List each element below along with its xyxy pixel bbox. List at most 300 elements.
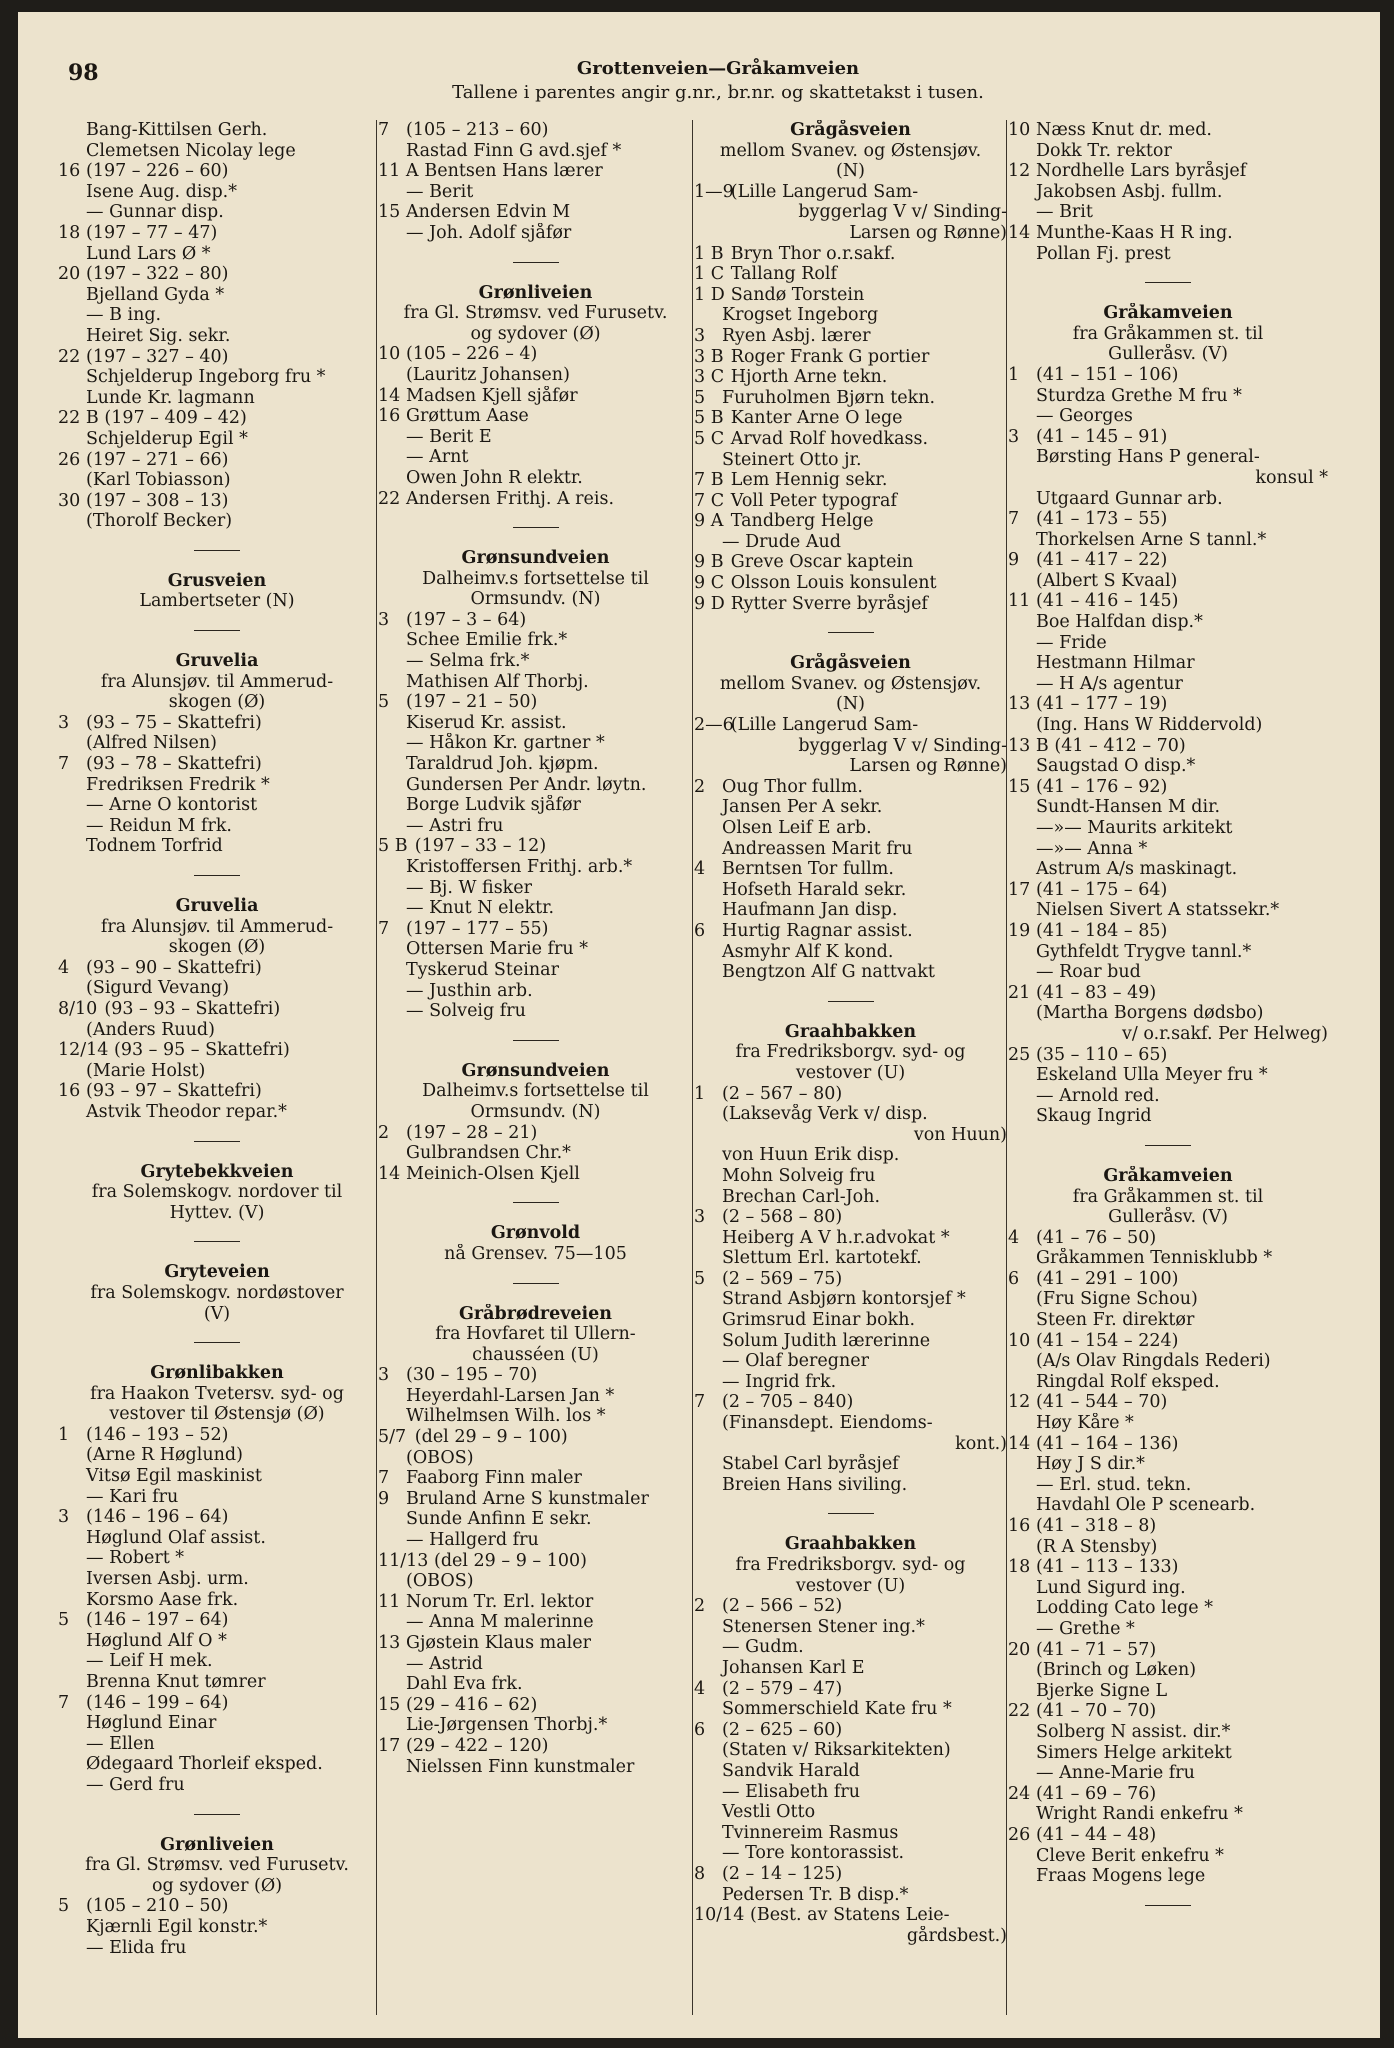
- resident-entry: Grimsrud Einar bokh.: [722, 1310, 916, 1331]
- house-number: 22: [378, 488, 401, 509]
- entry-text: (93 – 97 – Skattefri): [86, 1081, 262, 1102]
- house-number: 3: [378, 1365, 390, 1386]
- entry-text: (2 – 566 – 52): [722, 1596, 843, 1617]
- resident-entry: (Martha Borgens dødsbo): [1036, 1003, 1264, 1024]
- resident-entry: — Håkon Kr. gartner *: [406, 733, 605, 754]
- house-number: 11: [1008, 591, 1031, 612]
- address-entry: [378, 610, 693, 631]
- resident-entry: Clemetsen Nicolay lege: [86, 140, 296, 161]
- house-number: 13 B: [1008, 735, 1049, 756]
- entry-continuation: Larsen og Rønne): [849, 756, 1007, 777]
- house-number: 13: [1008, 694, 1031, 715]
- resident-entry: Stenersen Stener ing.*: [722, 1616, 925, 1637]
- entry-text: (105 – 210 – 50): [86, 1896, 229, 1917]
- resident-entry: Todnem Torfrid: [86, 836, 223, 857]
- resident-entry: Lund Lars Ø *: [86, 243, 211, 264]
- entry-text: (29 – 422 – 120): [406, 1735, 549, 1756]
- address-entry: [694, 1269, 1007, 1290]
- resident-entry: Astvik Theodor repar.*: [86, 1101, 287, 1122]
- street-description: og sydover (Ø): [151, 1875, 283, 1896]
- house-number: 26: [1008, 1824, 1031, 1845]
- entry-text: (197 – 21 – 50): [406, 692, 538, 713]
- resident-entry: Ringdal Rolf eksped.: [1036, 1371, 1220, 1392]
- resident-entry: Høglund Olaf assist.: [86, 1527, 266, 1548]
- address-entry: [694, 470, 1007, 491]
- resident-entry: — Olaf beregner: [722, 1351, 869, 1372]
- entry-text: (146 – 196 – 64): [86, 1507, 229, 1528]
- resident-entry: — Robert *: [86, 1548, 185, 1569]
- address-entry: [694, 1720, 1007, 1741]
- street-name: Grågåsveien: [790, 120, 911, 140]
- entry-text: (2 – 579 – 47): [722, 1678, 843, 1699]
- resident-entry: — Elisabeth fru: [722, 1781, 860, 1802]
- house-number: 14: [1008, 222, 1031, 243]
- address-entry: [378, 1468, 693, 1489]
- house-number: 5: [378, 692, 390, 713]
- street-description: mellom Svanev. og Østensjøv.: [719, 673, 982, 694]
- street-description: nå Grensev. 75—105: [444, 1243, 627, 1264]
- resident-entry: Kjærnli Egil konstr.*: [86, 1916, 268, 1937]
- resident-entry: — Drude Aud: [722, 531, 841, 552]
- resident-entry: Kiserud Kr. assist.: [406, 712, 567, 733]
- house-number: 16: [1008, 1516, 1031, 1536]
- house-number: 2: [378, 1122, 390, 1143]
- house-number: 3: [58, 712, 70, 733]
- street-name: Grønsundveien: [461, 548, 610, 569]
- address-entry: [1008, 1825, 1328, 1846]
- entry-text: (105 – 213 – 60): [406, 120, 549, 140]
- resident-entry: Slettum Erl. kartotekf.: [722, 1248, 922, 1269]
- resident-entry: Skaug Ingrid: [1036, 1106, 1152, 1127]
- resident-entry: Thorkelsen Arne S tannl.*: [1036, 529, 1267, 550]
- address-entry: [58, 264, 376, 285]
- address-entry: [58, 1081, 376, 1102]
- street-name: Gråkamveien: [1103, 303, 1233, 324]
- resident-entry: Solberg N assist. dir.*: [1036, 1721, 1231, 1742]
- street-description: mellom Svanev. og Østensjøv.: [719, 140, 982, 161]
- house-number: 15: [378, 202, 401, 223]
- house-number: 3: [694, 1207, 706, 1228]
- address-entry: [378, 202, 693, 223]
- house-number: 18: [1008, 1557, 1031, 1578]
- house-number: 6: [1008, 1268, 1020, 1289]
- resident-entry: Mohn Solveig fru: [722, 1165, 876, 1186]
- entry-continuation: Larsen og Rønne): [849, 222, 1007, 243]
- address-entry: [378, 120, 693, 141]
- address-entry: [1008, 921, 1328, 942]
- entry-text: Hjorth Arne tekn.: [730, 367, 888, 388]
- address-entry: [694, 244, 1007, 265]
- resident-entry: (Thorolf Becker): [86, 511, 233, 532]
- street-description: fra Haakon Tvetersv. syd- og: [90, 1383, 344, 1404]
- resident-entry: Cleve Berit enkefru *: [1036, 1845, 1224, 1866]
- street-description: fra Alunsjøv. til Ammerud-: [100, 671, 334, 692]
- house-number: 1—9: [694, 181, 734, 202]
- entry-text: Meinich-Olsen Kjell: [406, 1163, 580, 1184]
- house-number: 9: [1008, 550, 1020, 571]
- resident-entry: Krogset Ingeborg: [722, 305, 879, 326]
- resident-entry: Havdahl Ole P scenearb.: [1036, 1495, 1256, 1516]
- entry-text: (41 – 416 – 145): [1036, 591, 1179, 612]
- entry-continuation: gårdsbest.): [906, 1925, 1007, 1946]
- resident-entry: Saugstad O disp.*: [1036, 756, 1196, 777]
- resident-entry: Sunde Anfinn E sekr.: [406, 1509, 592, 1530]
- house-number: 21: [1008, 982, 1031, 1003]
- section-divider: [828, 632, 874, 633]
- resident-entry: (Lauritz Johansen): [406, 364, 570, 385]
- house-number: 12/14: [58, 1040, 109, 1061]
- street-description: vestover til Østensjø (Ø): [109, 1404, 325, 1425]
- address-entry: [58, 1896, 376, 1917]
- entry-text: (41 – 318 – 8): [1036, 1516, 1157, 1536]
- street-name: Gruvelia: [175, 651, 259, 672]
- address-entry: [1008, 1269, 1328, 1290]
- resident-entry: Stabel Carl byråsjef: [722, 1454, 899, 1475]
- street-name: Grusveien: [167, 570, 267, 591]
- house-number: 10: [1008, 1330, 1031, 1351]
- address-entry: [378, 406, 693, 427]
- address-entry: [1008, 1045, 1328, 1066]
- resident-entry: Bjerke Signe L: [1036, 1680, 1168, 1701]
- house-number: 24: [1008, 1783, 1031, 1804]
- address-entry: [378, 344, 693, 365]
- house-number: 5: [58, 1610, 70, 1631]
- address-entry: [1008, 1557, 1328, 1578]
- street-name: Grønvold: [490, 1223, 581, 1244]
- entry-text: Bentsen Hans lærer: [424, 161, 603, 182]
- address-entry: [1008, 591, 1328, 612]
- resident-entry: (Brinch og Løken): [1036, 1660, 1197, 1681]
- section-divider: [194, 1814, 240, 1815]
- street-description: fra Fredriksborgv. syd- og: [735, 1555, 966, 1575]
- house-number: 7: [378, 918, 390, 939]
- address-entry: [694, 1392, 1007, 1413]
- entry-text: (105 – 226 – 4): [406, 344, 538, 365]
- street-description: skogen (Ø): [168, 937, 266, 958]
- address-entry: [1008, 1640, 1328, 1661]
- house-number: 5 C: [694, 428, 725, 449]
- address-entry: [694, 511, 1007, 532]
- resident-entry: (A/s Olav Ringdals Rederi): [1036, 1351, 1271, 1372]
- entry-continuation: kont.): [955, 1433, 1007, 1454]
- resident-entry: (Karl Tobiasson): [86, 470, 231, 491]
- entry-text: (Best. av Statens Leie-: [750, 1905, 950, 1926]
- entry-text: (93 – 75 – Skattefri): [86, 712, 262, 733]
- resident-entry: —»— Anna *: [1036, 838, 1148, 859]
- address-entry: [58, 223, 376, 244]
- resident-entry: — Selma frk.*: [406, 651, 530, 672]
- address-entry: [378, 1736, 693, 1757]
- resident-entry: — Berit: [406, 181, 474, 202]
- street-name: Grågåsveien: [790, 653, 911, 674]
- resident-entry: Utgaard Gunnar arb.: [1036, 488, 1223, 509]
- house-number: 16: [378, 406, 401, 427]
- street-name: Grønsundveien: [461, 1060, 610, 1081]
- resident-entry: — Gudm.: [722, 1637, 804, 1658]
- resident-entry: Dokk Tr. rektor: [1036, 140, 1172, 161]
- house-number: 1 B: [694, 243, 724, 264]
- resident-entry: Schjelderup Ingeborg fru *: [86, 367, 326, 388]
- house-number: 18: [58, 222, 81, 243]
- resident-entry: — Justhin arb.: [406, 980, 533, 1001]
- resident-entry: Simers Helge arkitekt: [1036, 1742, 1232, 1763]
- resident-entry: Heiret Sig. sekr.: [86, 325, 231, 346]
- house-number: 11 A: [378, 161, 419, 182]
- entry-text: (41 – 154 – 224): [1036, 1330, 1179, 1351]
- resident-entry: Sturdza Grethe M fru *: [1036, 385, 1242, 406]
- house-number: 1: [694, 1083, 706, 1104]
- street-description: fra Solemskogv. nordover til: [91, 1182, 343, 1203]
- entry-text: (197 – 77 – 47): [86, 222, 218, 243]
- address-entry: [1008, 1434, 1328, 1455]
- resident-entry: (Albert S Kvaal): [1036, 570, 1178, 591]
- address-entry: [58, 161, 376, 182]
- address-entry: [694, 408, 1007, 429]
- address-entry: [58, 1507, 376, 1528]
- house-number: 22 B: [58, 408, 99, 429]
- section-divider: [194, 1241, 240, 1242]
- entry-continuation: byggerlag V v/ Sinding-: [798, 735, 1007, 756]
- house-number: 3: [694, 325, 706, 346]
- house-number: 6: [694, 1719, 706, 1740]
- street-description: (N): [836, 694, 865, 715]
- resident-entry: Olsen Leif E arb.: [722, 818, 872, 838]
- address-entry: [378, 489, 693, 510]
- address-entry: [694, 552, 1007, 573]
- entry-text: (41 – 69 – 76): [1036, 1783, 1157, 1804]
- house-number: 8/10: [58, 998, 98, 1019]
- entry-continuation: von Huun): [913, 1124, 1007, 1145]
- house-number: 7: [694, 1392, 706, 1413]
- street-description: (N): [836, 161, 865, 182]
- address-entry: [58, 754, 376, 775]
- house-number: 14: [1008, 1433, 1031, 1454]
- address-entry: [694, 1679, 1007, 1700]
- section-divider: [1145, 1145, 1191, 1146]
- street-description: Dalheimv.s fortsettelse til: [422, 1081, 649, 1102]
- entry-text: (41 – 173 – 55): [1036, 509, 1168, 530]
- address-entry: [58, 1425, 376, 1446]
- house-number: 10: [378, 344, 401, 365]
- entry-text: (41 – 184 – 85): [1036, 920, 1168, 941]
- street-name: Graahbakken: [784, 1021, 917, 1042]
- resident-entry: Asmyhr Alf K kond.: [722, 941, 894, 962]
- address-entry: [378, 1164, 693, 1185]
- street-name: Gråbrødreveien: [458, 1303, 613, 1324]
- resident-entry: Brenna Knut tømrer: [86, 1672, 266, 1692]
- resident-entry: Høy Kåre *: [1036, 1413, 1134, 1434]
- column-4: [1008, 120, 1328, 2020]
- resident-entry: Mathisen Alf Thorbj.: [406, 671, 589, 692]
- house-number: 5/7: [378, 1427, 407, 1448]
- entry-text: (41 – 176 – 92): [1036, 776, 1168, 797]
- resident-entry: Lodding Cato lege *: [1036, 1598, 1213, 1619]
- entry-text: (93 – 95 – Skattefri): [114, 1040, 290, 1061]
- resident-entry: Høglund Einar: [86, 1713, 217, 1734]
- entry-text: Olsson Louis konsulent: [730, 573, 937, 594]
- resident-entry: — H A/s agentur: [1036, 673, 1183, 694]
- street-name: Gryteveien: [164, 1262, 270, 1283]
- entry-text: Næss Knut dr. med.: [1036, 120, 1212, 140]
- resident-entry: Jansen Per A sekr.: [722, 797, 883, 818]
- resident-entry: — Roar bud: [1036, 962, 1141, 983]
- entry-text: (41 – 177 – 19): [1036, 694, 1168, 715]
- section-divider: [194, 1141, 240, 1142]
- street-name: Gruvelia: [175, 896, 259, 916]
- address-entry: [694, 429, 1007, 450]
- entry-continuation: konsul *: [1255, 467, 1328, 488]
- house-number: 22: [58, 346, 81, 367]
- entry-text: Ryen Asbj. lærer: [722, 325, 871, 346]
- resident-entry: Gulbrandsen Chr.*: [406, 1143, 571, 1164]
- entry-text: Furuholmen Bjørn tekn.: [722, 387, 936, 408]
- resident-entry: Taraldrud Joh. kjøpm.: [406, 754, 599, 775]
- address-entry: [378, 386, 693, 407]
- house-number: 11/13: [378, 1550, 429, 1571]
- resident-entry: Rastad Finn G avd.sjef *: [406, 140, 622, 161]
- address-entry: [694, 285, 1007, 306]
- entry-text: Sandø Torstein: [730, 284, 865, 305]
- resident-entry: — Brit: [1036, 202, 1093, 223]
- resident-entry: Brechan Carl-Joh.: [722, 1186, 881, 1207]
- street-name: Grytebekkveien: [140, 1161, 294, 1182]
- section-divider: [513, 527, 559, 528]
- address-entry: [378, 836, 693, 857]
- column-2: [378, 120, 693, 2020]
- entry-text: Bryn Thor o.r.sakf.: [730, 243, 896, 264]
- street-description: Gulleråsv. (V): [1108, 344, 1228, 365]
- house-number: 4: [694, 1678, 706, 1699]
- house-number: 1: [1008, 364, 1020, 385]
- address-entry: [378, 1123, 693, 1144]
- resident-entry: (Ing. Hans W Riddervold): [1036, 715, 1263, 736]
- address-entry: [694, 1207, 1007, 1228]
- house-number: 9 B: [694, 552, 724, 573]
- resident-entry: Børsting Hans P general-: [1036, 447, 1260, 468]
- address-entry: [1008, 1784, 1328, 1805]
- resident-entry: Hofseth Harald sekr.: [722, 879, 907, 900]
- entry-text: Gjøstein Klaus maler: [406, 1633, 592, 1653]
- entry-text: (197 – 226 – 60): [86, 161, 229, 182]
- street-description: fra Gl. Strømsv. ved Furusetv.: [85, 1855, 349, 1876]
- street-name: Gråkamveien: [1103, 1165, 1233, 1186]
- entry-text: Nordhelle Lars byråsjef: [1036, 161, 1247, 182]
- street-name: Graahbakken: [784, 1534, 917, 1555]
- resident-entry: — Reidun M frk.: [86, 815, 232, 836]
- entry-text: Faaborg Finn maler: [406, 1468, 582, 1489]
- house-number: 14: [378, 1163, 401, 1184]
- resident-entry: Tyskerud Steinar: [406, 959, 559, 980]
- resident-entry: — Arnt: [406, 447, 469, 468]
- house-number: 17: [378, 1735, 401, 1756]
- resident-entry: Nielssen Finn kunstmaler: [406, 1756, 635, 1777]
- resident-entry: Sommerschield Kate fru *: [722, 1699, 952, 1720]
- street-description: (V): [203, 1303, 231, 1324]
- house-number: 15: [1008, 776, 1031, 797]
- entry-text: (30 – 195 – 70): [406, 1365, 538, 1386]
- address-entry: [694, 182, 1007, 203]
- page-header-subtitle: Tallene i parentes angir g.nr., br.nr. og skattetakst i tusen.: [452, 82, 984, 103]
- house-number: 12: [1008, 161, 1031, 182]
- resident-entry: — Tore kontorassist.: [722, 1843, 905, 1864]
- section-divider: [513, 1202, 559, 1203]
- entry-text: (197 – 3 – 64): [406, 609, 527, 630]
- entry-text: Andersen Edvin M: [406, 202, 571, 223]
- address-entry: [694, 367, 1007, 388]
- entry-text: (41 – 71 – 57): [1036, 1639, 1157, 1660]
- resident-entry: — Berit E: [406, 426, 492, 447]
- house-number: 6: [694, 920, 706, 941]
- section-divider: [513, 262, 559, 263]
- house-number: 7: [58, 754, 70, 775]
- resident-entry: Iversen Asbj. urm.: [86, 1569, 249, 1590]
- resident-entry: (Laksevåg Verk v/ disp.: [722, 1104, 928, 1125]
- resident-entry: Schee Emilie frk.*: [406, 630, 568, 651]
- address-entry: [1008, 550, 1328, 571]
- entry-text: Voll Peter typograf: [730, 490, 897, 511]
- resident-entry: Vestli Otto: [722, 1802, 816, 1823]
- address-entry: [58, 1040, 376, 1061]
- address-entry: [694, 326, 1007, 347]
- house-number: 7: [1008, 509, 1020, 530]
- entry-text: (41 – 83 – 49): [1036, 982, 1157, 1003]
- address-entry: [694, 1596, 1007, 1617]
- resident-entry: Tvinnereim Rasmus: [722, 1822, 899, 1843]
- resident-entry: Lund Sigurd ing.: [1036, 1577, 1186, 1598]
- entry-text: (41 – 291 – 100): [1036, 1268, 1179, 1289]
- section-divider: [194, 875, 240, 876]
- street-description: fra Fredriksborgv. syd- og: [735, 1042, 966, 1063]
- street-description: Ormsundv. (N): [470, 589, 601, 610]
- street-description: og sydover (Ø): [470, 323, 601, 344]
- resident-entry: (OBOS): [406, 1447, 474, 1468]
- resident-entry: (Arne R Høglund): [86, 1445, 243, 1466]
- resident-entry: — Anna M malerinne: [406, 1612, 594, 1633]
- entry-text: (29 – 416 – 62): [406, 1694, 538, 1715]
- resident-entry: Sandvik Harald: [722, 1760, 860, 1781]
- address-entry: [378, 1365, 693, 1386]
- house-number: 7: [58, 1692, 70, 1713]
- address-entry: [378, 1489, 693, 1510]
- directory-page: [18, 12, 1380, 2038]
- street-description: fra Alunsjøv. til Ammerud-: [100, 916, 334, 937]
- house-number: 11: [378, 1591, 401, 1612]
- address-entry: [1008, 223, 1328, 244]
- house-number: 2: [694, 776, 706, 797]
- resident-entry: (Marie Holst): [86, 1060, 206, 1081]
- house-number: 26: [58, 449, 81, 470]
- section-divider: [194, 630, 240, 631]
- street-name: Grønliveien: [160, 1834, 274, 1855]
- house-number: 3: [58, 1507, 70, 1528]
- resident-entry: Nielsen Sivert A statssekr.*: [1036, 900, 1280, 921]
- house-number: 10/14: [694, 1905, 745, 1926]
- house-number: 3: [378, 609, 390, 630]
- entry-text: (93 – 93 – Skattefri): [104, 998, 281, 1019]
- column-1: [58, 120, 376, 2020]
- entry-text: (2 – 569 – 75): [722, 1268, 843, 1289]
- entry-text: Berntsen Tor fullm.: [722, 859, 894, 880]
- entry-text: (197 – 28 – 21): [406, 1122, 538, 1143]
- address-entry: [58, 1693, 376, 1714]
- street-description: vestover (U): [795, 1575, 906, 1596]
- street-description: Ormsundv. (N): [470, 1101, 601, 1122]
- house-number: 2: [694, 1596, 706, 1617]
- resident-entry: Solum Judith lærerinne: [722, 1330, 931, 1351]
- address-entry: [694, 573, 1007, 594]
- address-entry: [694, 715, 1007, 736]
- resident-entry: (Sigurd Vevang): [86, 978, 230, 999]
